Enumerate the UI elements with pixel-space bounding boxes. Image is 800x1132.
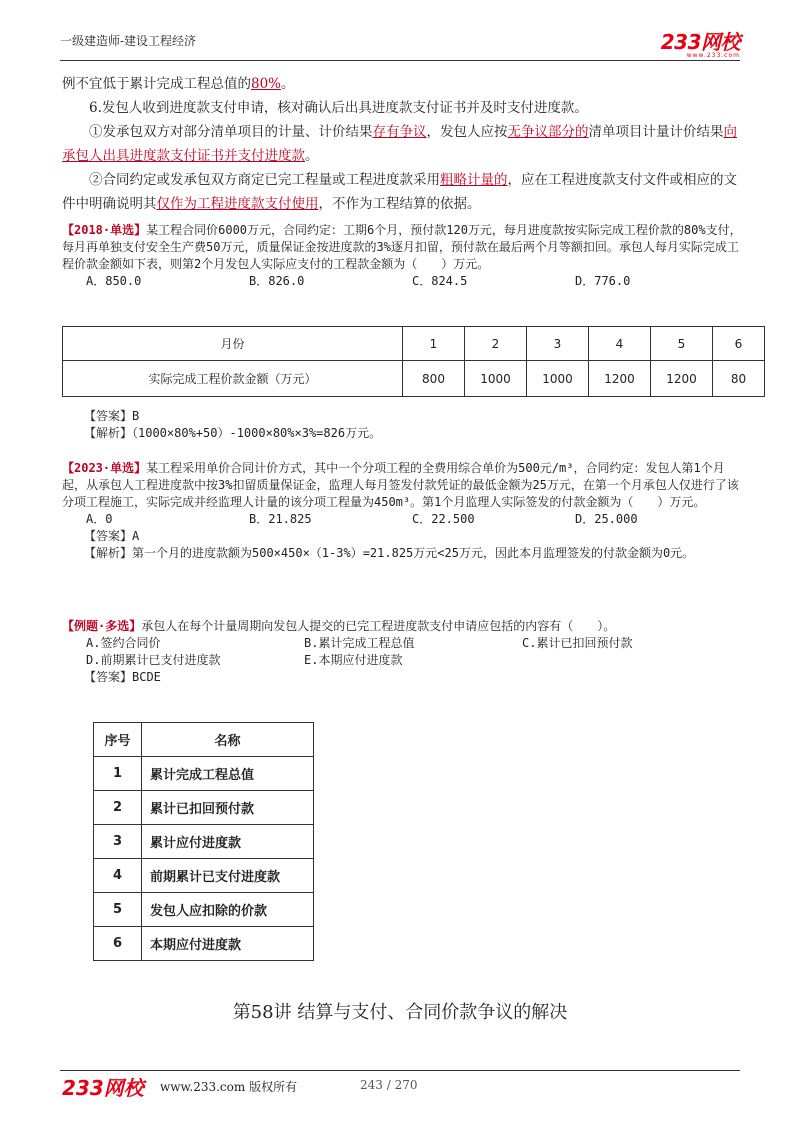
table-header-cell: 6 [713, 327, 765, 361]
text: 例不宜低于累计完成工程总值的 [62, 76, 251, 92]
option-d[interactable]: D.前期累计已支付进度款 [86, 653, 221, 667]
text: ②合同约定或发承包双方商定已完工程量或工程进度款采用 [89, 172, 440, 188]
table-row [94, 757, 314, 791]
text: 。 [281, 76, 295, 92]
answer-text: 【答案】B [84, 409, 140, 423]
option-list [62, 273, 742, 290]
stem-text: 某工程合同价6000万元，合同约定：工期6个月，预付款120万元，每月进度款按实际完成工程价款的80%支付，每月再单独支付安全生产费50万元，质量保证金按进度款的3%逐月扣留，预付款在最后两个月等额扣回。承包人每月实际完成工程价款金额如下表，则第2个月发包人实际应支付的工程款金额为（ ）万元。 [62, 223, 742, 271]
footer-copyright: www.233.com 版权所有 [160, 1080, 298, 1094]
table-header-cell: 序号 [94, 723, 142, 757]
table-header-cell: 2 [465, 327, 527, 361]
option-d[interactable]: D．25.000 [575, 512, 638, 526]
paragraph-rough-measure [62, 168, 742, 216]
paragraph-dispute [62, 120, 742, 168]
table-cell: 1200 [589, 361, 651, 397]
highlight-text: 80% [251, 76, 282, 92]
question-stem [62, 618, 742, 635]
option-list [62, 511, 742, 528]
table-cell: 800 [403, 361, 465, 397]
table-cell: 发包人应扣除的价款 [142, 893, 314, 927]
table-header-cell: 4 [589, 327, 651, 361]
table-cell: 6 [94, 927, 142, 961]
table-cell: 5 [94, 893, 142, 927]
table-header-cell: 3 [527, 327, 589, 361]
table-cell: 1000 [527, 361, 589, 397]
table-cell: 80 [713, 361, 765, 397]
footer-divider [60, 1070, 740, 1071]
table-header-cell: 月份 [63, 327, 403, 361]
paragraph-retention [62, 72, 742, 96]
table-cell: 1 [94, 757, 142, 791]
highlight-text: 仅作为工程进度款支付使用 [156, 196, 319, 212]
table-row [94, 859, 314, 893]
progress-payment-table [62, 326, 765, 397]
table-cell: 累计完成工程总值 [142, 757, 314, 791]
highlight-text: 粗略计量的 [440, 172, 508, 188]
table-header-row [63, 327, 765, 361]
option-b[interactable]: B．21.825 [249, 512, 312, 526]
option-list [62, 635, 742, 652]
brand-logo[interactable] [661, 26, 740, 59]
option-d[interactable]: D．776.0 [575, 274, 631, 288]
analysis-text: 【解析】（1000×80%+50）-1000×80%×3%=826万元。 [84, 426, 382, 440]
brand-logo-url: www.233.com [686, 52, 740, 59]
answer-block-2018 [62, 408, 742, 442]
question-tag: 【2023·单选】 [62, 461, 147, 475]
table-cell: 前期累计已支付进度款 [142, 859, 314, 893]
header-divider [60, 60, 740, 61]
footer-logo[interactable]: 233网校 [62, 1076, 144, 1100]
stem-text: 某工程采用单价合同计价方式，其中一个分项工程的全费用综合单价为500元/m³，合同约定：发包人第1个月起，从承包人工程进度款中按3%扣留质量保证金，监理人每月签发付款凭证的最低金额为25万元，在第一个月承包人仅进行了该分项工程施工，实际完成并经监理人计量的该分项工程量为450m³。第1个月监理人实际签发的付款金额为（ ）万元。 [62, 461, 739, 509]
question-stem [62, 460, 742, 511]
table-cell: 1200 [651, 361, 713, 397]
option-b[interactable]: B．826.0 [249, 274, 305, 288]
table-cell: 累计应付进度款 [142, 825, 314, 859]
text: 。 [305, 148, 319, 164]
table-cell: 4 [94, 859, 142, 893]
stem-text: 承包人在每个计量周期向发包人提交的已完工程进度款支付申请应包括的内容有（ ）。 [141, 619, 616, 633]
highlight-text: 无争议部分的 [507, 124, 589, 140]
table-header-cell: 名称 [142, 723, 314, 757]
page-header [60, 26, 740, 59]
question-2023 [62, 460, 742, 562]
table-row [94, 893, 314, 927]
table-cell: 累计已扣回预付款 [142, 791, 314, 825]
option-e[interactable]: E.本期应付进度款 [304, 653, 403, 667]
answer-text: 【答案】BCDE [84, 670, 161, 684]
highlight-text: 向承包人出具进度款支付证书并支付进度款 [62, 124, 737, 164]
text: ，发包人应按 [426, 124, 508, 140]
option-list [62, 652, 742, 669]
page-number: 243 / 270 [360, 1078, 418, 1092]
table-row [94, 825, 314, 859]
table-cell: 3 [94, 825, 142, 859]
text: ，应在工程进度款支付文件或相应的文件中明确说明其 [62, 172, 737, 212]
table-cell: 1000 [465, 361, 527, 397]
question-tag: 【2018·单选】 [62, 223, 147, 237]
option-c[interactable]: C.累计已扣回预付款 [522, 636, 633, 650]
table-cell: 2 [94, 791, 142, 825]
brand-logo-text: 233网校 [660, 30, 740, 54]
analysis-text: 【解析】第一个月的进度款额为500×450×（1-3%）=21.825万元<25万元，因此本月监理签发的付款金额为0元。 [84, 546, 695, 560]
option-c[interactable]: C．22.500 [412, 512, 475, 526]
question-example [62, 618, 742, 686]
option-b[interactable]: B.累计完成工程总值 [304, 636, 415, 650]
answer-text: 【答案】A [84, 529, 140, 543]
option-a[interactable]: A.签约合同价 [86, 636, 161, 650]
highlight-text: 存有争议 [372, 124, 427, 140]
table-header-row [94, 723, 314, 757]
paragraph-item-6: 6.发包人收到进度款支付申请，核对确认后出具进度款支付证书并及时支付进度款。 [89, 100, 588, 116]
text: ①发承包双方对部分清单项目的计量、计价结果 [89, 124, 373, 140]
application-content-table [93, 722, 314, 961]
question-stem [62, 222, 742, 273]
text: 清单项目计量计价结果 [588, 124, 724, 140]
option-c[interactable]: C．824.5 [412, 274, 468, 288]
lecture-heading: 第58讲 结算与支付、合同价款争议的解决 [232, 1002, 568, 1023]
table-row [94, 791, 314, 825]
question-tag: 【例题·多选】 [62, 619, 142, 633]
option-a[interactable]: A．0 [86, 512, 113, 526]
table-header-cell: 5 [651, 327, 713, 361]
text: ，不作为工程结算的依据。 [318, 196, 481, 212]
table-cell: 实际完成工程价款金额（万元） [63, 361, 403, 397]
table-row [94, 927, 314, 961]
table-cell: 本期应付进度款 [142, 927, 314, 961]
table-row [63, 361, 765, 397]
header-title: 一级建造师-建设工程经济 [60, 34, 197, 48]
table-header-cell: 1 [403, 327, 465, 361]
option-a[interactable]: A．850.0 [86, 274, 142, 288]
question-2018 [62, 222, 742, 290]
